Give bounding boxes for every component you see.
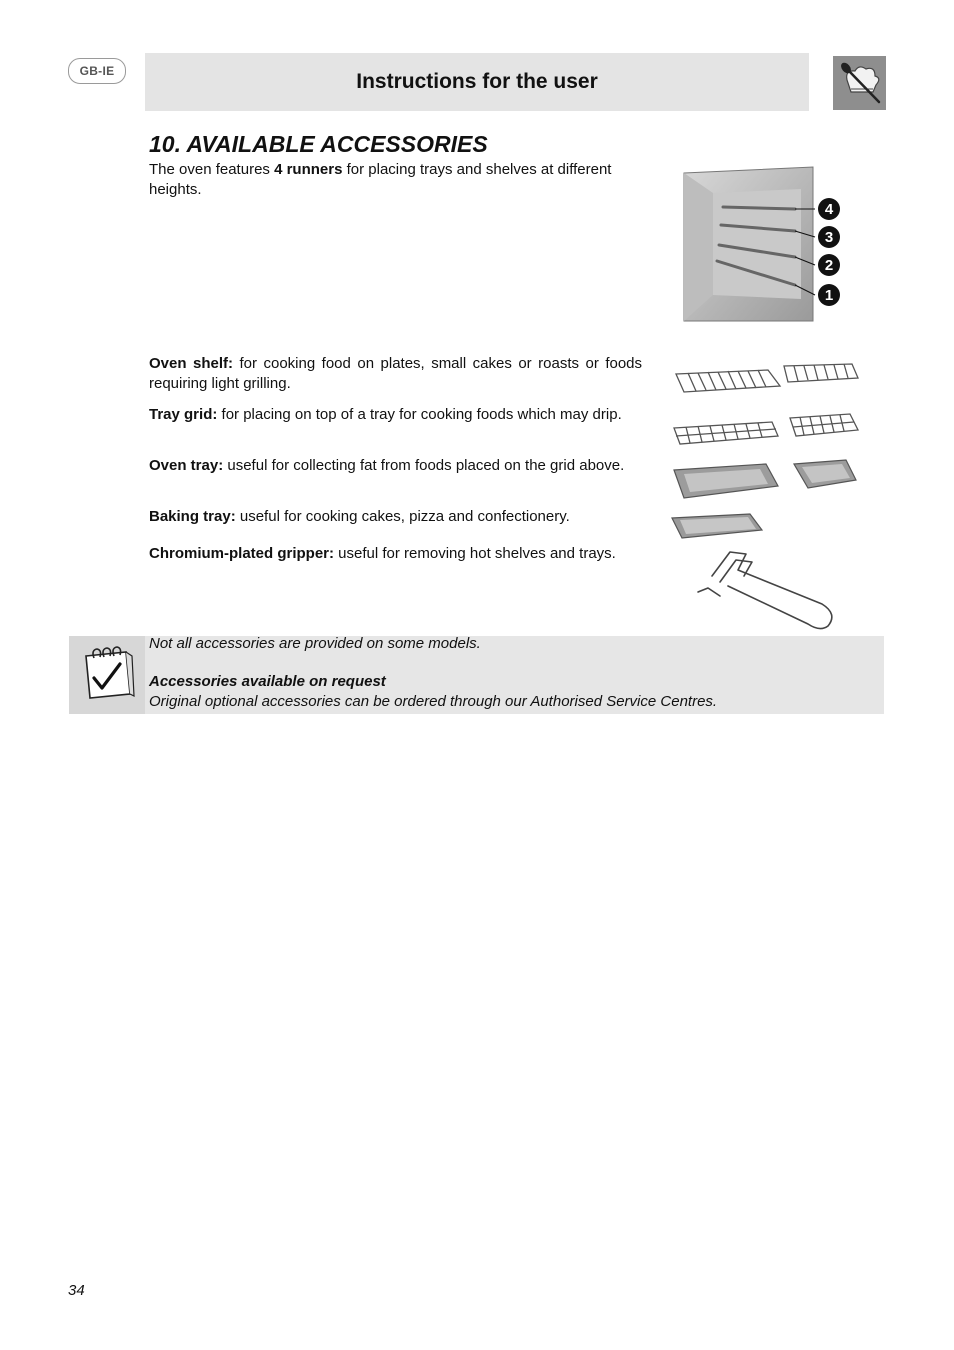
intro-prefix: The oven features	[149, 161, 275, 178]
chef-hat-spoon-icon	[833, 56, 886, 110]
accessory-name: Tray grid:	[149, 406, 218, 423]
note-icon-cell	[69, 636, 145, 714]
accessory-gripper	[149, 544, 642, 564]
note-line-1: Not all accessories are provided on some models.	[149, 635, 481, 652]
oven-shelf-small-image	[784, 364, 858, 382]
notepad-check-icon	[78, 646, 136, 704]
tray-grid-large-image	[674, 422, 778, 444]
accessory-name: Oven shelf:	[149, 355, 234, 372]
runner-label-1: 1	[824, 287, 834, 304]
note-text	[149, 634, 879, 712]
oven-runners-illustration	[683, 165, 843, 325]
region-badge: GB-IE	[68, 58, 126, 84]
accessory-baking-tray	[149, 507, 642, 527]
tray-grid-small-image	[790, 414, 858, 436]
note-line-2: Original optional accessories can be ordered through our Authorised Service Centres.	[149, 693, 718, 710]
accessory-name: Oven tray:	[149, 457, 224, 474]
accessory-tray-grid	[149, 405, 642, 425]
accessory-oven-shelf	[149, 354, 642, 393]
note-heading: Accessories available on request	[149, 673, 386, 690]
oven-shelf-large-image	[676, 370, 780, 392]
page-number: 34	[68, 1282, 85, 1299]
accessory-description: for cooking food on plates, small cakes or roasts or foods requiring light grilling.	[149, 355, 643, 392]
section-title: 10. AVAILABLE ACCESSORIES	[149, 131, 488, 157]
note-box	[69, 636, 884, 714]
accessory-description: for placing on top of a tray for cooking foods which may drip.	[217, 406, 622, 423]
gripper-image	[698, 552, 832, 629]
accessories-illustration	[668, 356, 863, 632]
accessory-oven-tray	[149, 456, 642, 476]
runner-label-2: 2	[824, 257, 834, 274]
oven-tray-large-image	[674, 464, 778, 498]
accessory-description: useful for collecting fat from foods placed on the grid above.	[223, 457, 625, 474]
oven-tray-small-image	[794, 460, 856, 488]
page-title: Instructions for the user	[356, 70, 598, 93]
baking-tray-image	[672, 514, 762, 538]
intro-paragraph	[149, 160, 643, 200]
accessory-description: useful for removing hot shelves and trays.	[334, 545, 616, 562]
accessory-description: useful for cooking cakes, pizza and confectionery.	[235, 508, 570, 525]
intro-suffix: for placing trays and shelves at different heights.	[149, 161, 612, 198]
page-header	[145, 53, 809, 111]
accessory-name: Chromium-plated gripper:	[149, 545, 335, 562]
runner-label-3: 3	[824, 229, 834, 246]
runner-label-4: 4	[824, 201, 834, 218]
accessory-name: Baking tray:	[149, 508, 236, 525]
intro-bold: 4 runners	[274, 161, 343, 178]
